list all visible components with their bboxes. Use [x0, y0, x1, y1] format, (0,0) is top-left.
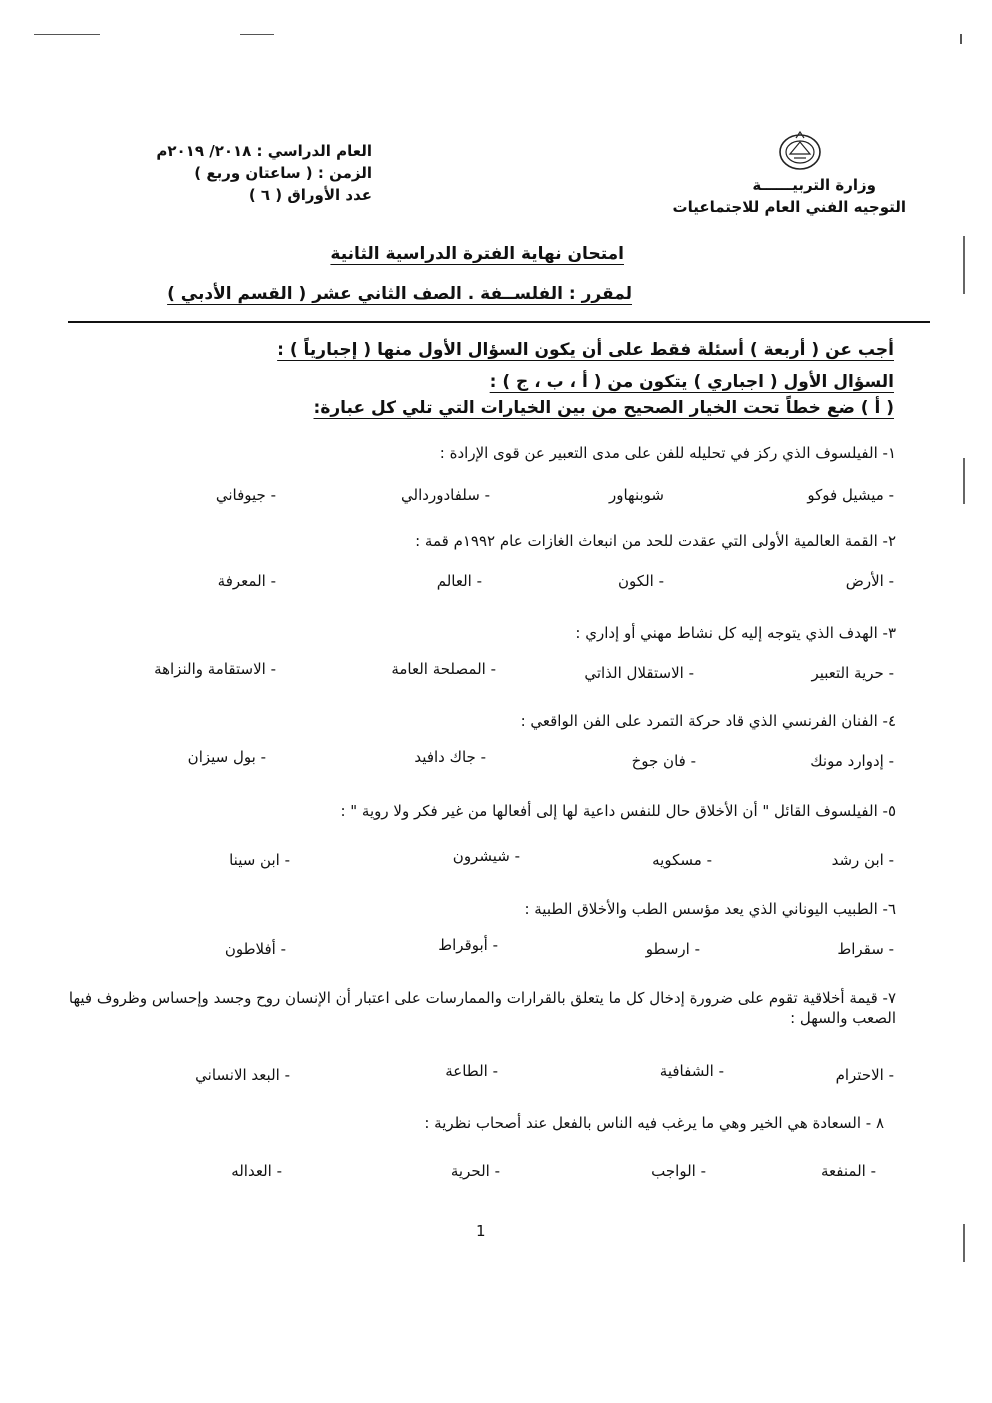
- q6-option-3: - أبوقراط: [438, 936, 498, 954]
- scan-mark-side-2: [963, 458, 965, 504]
- scan-mark-side-1: [963, 236, 965, 294]
- course-title: لمقرر : الفلســفة . الصف الثاني عشر ( القسم الأدبي ): [167, 284, 632, 304]
- question-3: ٣- الهدف الذي يتوجه إليه كل نشاط مهني أو إداري :: [575, 624, 896, 642]
- academic-year: العام الدراسي : ٢٠١٨/ ٢٠١٩م: [156, 142, 372, 160]
- question-6: ٦- الطبيب اليوناني الذي يعد مؤسس الطب والأخلاق الطبية :: [524, 900, 896, 918]
- q4-option-1: - إدوارد مونك: [810, 752, 894, 770]
- exam-meta: [112, 140, 372, 206]
- q1-option-3: - سلفادوردالي: [401, 486, 490, 504]
- q3-option-1: - حرية التعبير: [811, 664, 894, 682]
- q2-option-1: - الأرض: [845, 572, 894, 590]
- q8-option-1: - المنفعة: [821, 1162, 876, 1180]
- q1-option-2: شوبنهاور: [609, 486, 664, 504]
- q7-option-1: - الاحترام: [835, 1066, 894, 1084]
- q6-option-4: - أفلاطون: [224, 940, 286, 958]
- scan-mark-side-3: [963, 1224, 965, 1262]
- q8-option-3: - الحرية: [450, 1162, 500, 1180]
- exam-duration: الزمن : ( ساعتان وربع ): [194, 164, 372, 182]
- q3-option-4: - الاستقامة والنزاهة: [154, 660, 276, 678]
- q8-option-4: - العداله: [231, 1162, 282, 1180]
- q5-option-2: - مسكويه: [652, 851, 712, 869]
- question-8: ٨ - السعادة هي الخير وهي ما يرغب فيه الناس بالفعل عند أصحاب نظرية :: [424, 1114, 884, 1132]
- q5-option-3: - شيشرون: [452, 847, 520, 865]
- q7-option-2: - الشفافية: [659, 1062, 724, 1080]
- department-name: التوجيه الفني العام للاجتماعيات: [672, 198, 906, 216]
- q2-option-3: - العالم: [436, 572, 482, 590]
- main-instruction: أجب عن ( أربعة ) أسئلة فقط على أن يكون السؤال الأول منها ( إجبارياً ) :: [277, 340, 894, 360]
- q7-option-4: - البعد الانساني: [195, 1066, 290, 1084]
- scan-mark-top-middle: [240, 34, 274, 35]
- question-7: ٧- قيمة أخلاقية تقوم على ضرورة إدخال كل ما يتعلق بالقرارات والممارسات على اعتبار أن الإنسان روح وجسد وإحساس وظروف فيها الصعب والسهل :: [68, 989, 896, 1027]
- q7-option-3: - الطاعة: [445, 1062, 498, 1080]
- question-4: ٤- الفنان الفرنسي الذي قاد حركة التمرد على الفن الواقعي :: [520, 712, 896, 730]
- ministry-name: وزارة التربيــــــة: [752, 176, 876, 194]
- exam-title: امتحان نهاية الفترة الدراسية الثانية: [330, 244, 624, 264]
- scan-mark-top-right: [960, 34, 962, 44]
- q1-option-4: - جيوفاني: [215, 486, 276, 504]
- question-1: ١- الفيلسوف الذي ركز في تحليله للفن على مدى التعبير عن قوى الإرادة :: [439, 444, 896, 462]
- q6-option-2: - ارسطو: [645, 940, 700, 958]
- question-one-instruction: السؤال الأول ( اجباري ) يتكون من ( أ ، ب ، ج ) :: [489, 372, 894, 392]
- ministry-header: [606, 128, 906, 218]
- q4-option-3: - جاك دافيد: [414, 748, 486, 766]
- question-5: ٥- الفيلسوف القائل " أن الأخلاق حال للنفس داعية لها إلى أفعالها من غير فكر ولا روية " :: [340, 802, 896, 820]
- part-a-instruction: ( أ ) ضع خطاً تحت الخيار الصحيح من بين الخيارات التي تلي كل عبارة:: [313, 398, 894, 418]
- q3-option-3: - المصلحة العامة: [391, 660, 496, 678]
- q5-option-4: - ابن سينا: [229, 851, 290, 869]
- q2-option-4: - المعرفة: [217, 572, 276, 590]
- sheet-count: عدد الأوراق ( ٦ ): [248, 186, 372, 204]
- q3-option-2: - الاستقلال الذاتي: [584, 664, 694, 682]
- q5-option-1: - ابن رشد: [831, 851, 894, 869]
- q4-option-2: - فان جوخ: [631, 752, 696, 770]
- q1-option-1: - ميشيل فوكو: [807, 486, 894, 504]
- scan-mark-top-left: [34, 34, 100, 35]
- divider-rule: [68, 321, 930, 323]
- page-number: 1: [476, 1222, 486, 1240]
- q8-option-2: - الواجب: [651, 1162, 706, 1180]
- q4-option-4: - بول سيزان: [187, 748, 266, 766]
- question-2: ٢- القمة العالمية الأولى التي عقدت للحد من انبعاث الغازات عام ١٩٩٢م قمة :: [415, 532, 896, 550]
- q6-option-1: - سقراط: [837, 940, 894, 958]
- q2-option-2: - الكون: [618, 572, 664, 590]
